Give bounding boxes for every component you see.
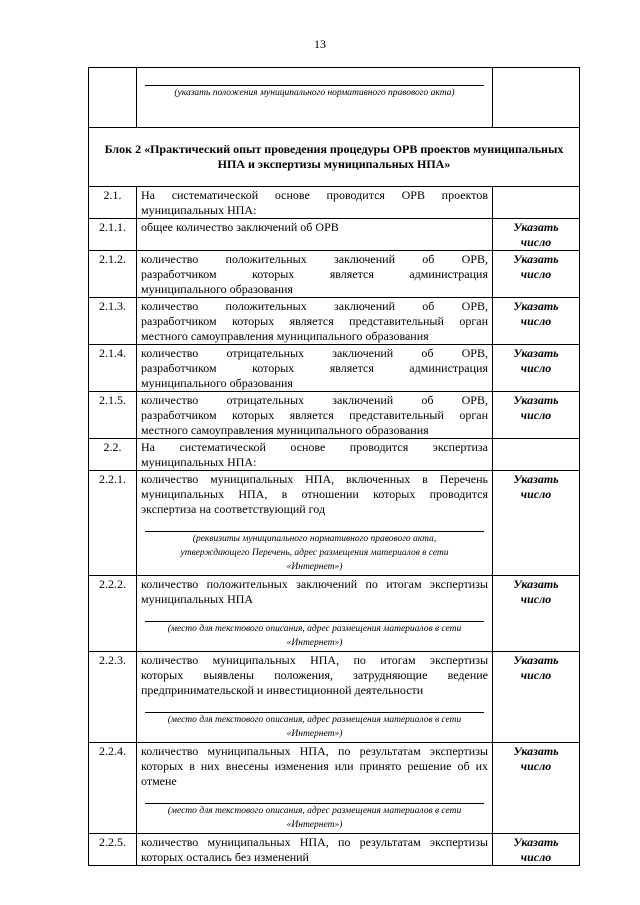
description-line: разработчиком которых является представительный орган bbox=[141, 314, 488, 328]
answer-hint: Указать число bbox=[493, 834, 580, 866]
answer-hint: Указать число bbox=[493, 219, 580, 251]
item-description bbox=[137, 439, 493, 471]
item-description bbox=[137, 345, 493, 392]
caption-line: утверждающего Перечень, адрес размещения материалов в сети bbox=[180, 548, 449, 558]
description-line: количество отрицательных заключений об ОРВ, bbox=[141, 393, 488, 407]
item-number: 2.2.3. bbox=[89, 652, 137, 743]
item-description bbox=[137, 219, 493, 251]
item-description bbox=[137, 251, 493, 298]
description-line: которых выявлены положения, затрудняющие ведение bbox=[141, 668, 488, 682]
item-number: 2.1.2. bbox=[89, 251, 137, 298]
description-line: общее количество заключений об ОРВ bbox=[141, 220, 339, 234]
top-continuation-row bbox=[89, 68, 580, 128]
table-row bbox=[89, 471, 580, 576]
number-cell bbox=[89, 68, 137, 128]
description-line: муниципального образования bbox=[141, 282, 293, 296]
answer-hint bbox=[493, 439, 580, 471]
answer-hint: Указать число bbox=[493, 251, 580, 298]
caption bbox=[141, 804, 488, 832]
description-line: разработчиком которых является представительный орган bbox=[141, 408, 488, 422]
item-description bbox=[137, 298, 493, 345]
answer-hint: Указать число bbox=[493, 576, 580, 652]
item-number: 2.2. bbox=[89, 439, 137, 471]
table-row bbox=[89, 834, 580, 866]
table-row bbox=[89, 652, 580, 743]
caption bbox=[141, 713, 488, 741]
block-2-header-row bbox=[89, 128, 580, 187]
description-line: разработчиком которых является администрация bbox=[141, 267, 488, 281]
caption-line: (место для текстового описания, адрес размещения материалов в сети bbox=[167, 806, 462, 816]
caption-line: «Интернет») bbox=[286, 562, 343, 572]
description-line: предпринимательской и инвестиционной деятельности bbox=[141, 683, 424, 697]
caption-line: «Интернет») bbox=[286, 729, 343, 739]
description-line: местного самоуправления муниципального образования bbox=[141, 329, 429, 343]
description-line: которых в них внесены изменения или принято решение об их bbox=[141, 759, 488, 773]
item-description bbox=[137, 576, 493, 652]
item-number: 2.2.1. bbox=[89, 471, 137, 576]
item-description bbox=[137, 187, 493, 219]
caption bbox=[141, 532, 488, 574]
item-number: 2.2.2. bbox=[89, 576, 137, 652]
description-line: муниципальных НПА bbox=[141, 592, 254, 606]
answer-hint: Указать число bbox=[493, 345, 580, 392]
answer-hint bbox=[493, 187, 580, 219]
item-number: 2.1.4. bbox=[89, 345, 137, 392]
block-2-title bbox=[89, 128, 580, 187]
description-line: отмене bbox=[141, 774, 177, 788]
description-line: муниципального образования bbox=[141, 376, 293, 390]
description-line: разработчиком которых является администрация bbox=[141, 361, 488, 375]
answer-hint: Указать число bbox=[493, 392, 580, 439]
content-cell bbox=[137, 68, 493, 128]
item-number: 2.1.1. bbox=[89, 219, 137, 251]
item-number: 2.1.3. bbox=[89, 298, 137, 345]
item-number: 2.1.5. bbox=[89, 392, 137, 439]
table-row bbox=[89, 187, 580, 219]
answer-hint: Указать число bbox=[493, 298, 580, 345]
description-line: На систематической основе проводится экспертиза bbox=[141, 440, 488, 454]
description-line: На систематической основе проводится ОРВ проектов bbox=[141, 188, 488, 202]
item-description bbox=[137, 743, 493, 834]
answer-hint: Указать число bbox=[493, 471, 580, 576]
description-line: которых остались без изменений bbox=[141, 850, 309, 864]
description-line: количество положительных заключений об ОРВ, bbox=[141, 299, 488, 313]
table-row bbox=[89, 298, 580, 345]
description-line: количество муниципальных НПА, по итогам экспертизы bbox=[141, 653, 488, 667]
block-2-title-line1: Блок 2 «Практический опыт проведения процедуры ОРВ проектов муниципальных bbox=[104, 142, 564, 156]
caption-line: (место для текстового описания, адрес размещения материалов в сети bbox=[167, 715, 462, 725]
description-line: экспертиза на соответствующий год bbox=[141, 502, 326, 516]
item-description bbox=[137, 471, 493, 576]
caption-line: (место для текстового описания, адрес размещения материалов в сети bbox=[167, 624, 462, 634]
caption bbox=[141, 622, 488, 650]
item-number: 2.2.4. bbox=[89, 743, 137, 834]
item-number: 2.1. bbox=[89, 187, 137, 219]
answer-hint: Указать число bbox=[493, 743, 580, 834]
block-2-title-line2: НПА и экспертизы муниципальных НПА» bbox=[217, 157, 451, 171]
description-line: муниципальных НПА: bbox=[141, 455, 257, 469]
table-row bbox=[89, 743, 580, 834]
description-line: количество муниципальных НПА, включенных в Перечень bbox=[141, 472, 488, 486]
item-description bbox=[137, 392, 493, 439]
questionnaire-table bbox=[88, 67, 580, 866]
answer-hint: Указать число bbox=[493, 652, 580, 743]
item-description bbox=[137, 652, 493, 743]
caption: (указать положения муниципального нормативного правового акта) bbox=[174, 88, 455, 98]
description-line: муниципальных НПА: bbox=[141, 203, 257, 217]
description-line: местного самоуправления муниципального образования bbox=[141, 423, 429, 437]
table-row bbox=[89, 576, 580, 652]
table-row bbox=[89, 219, 580, 251]
caption-line: «Интернет») bbox=[286, 820, 343, 830]
description-line: количество муниципальных НПА, по результатам экспертизы bbox=[141, 835, 488, 849]
caption-line: (реквизиты муниципального нормативного правового акта, bbox=[192, 534, 437, 544]
description-line: количество отрицательных заключений об ОРВ, bbox=[141, 346, 488, 360]
item-number: 2.2.5. bbox=[89, 834, 137, 866]
answer-cell bbox=[493, 68, 580, 128]
table-row bbox=[89, 392, 580, 439]
table-row bbox=[89, 251, 580, 298]
table-row bbox=[89, 439, 580, 471]
description-line: количество муниципальных НПА, по результатам экспертизы bbox=[141, 744, 488, 758]
item-description bbox=[137, 834, 493, 866]
caption-line: «Интернет») bbox=[286, 638, 343, 648]
description-line: количество положительных заключений об ОРВ, bbox=[141, 252, 488, 266]
description-line: муниципальных НПА, в отношении которых проводится bbox=[141, 487, 488, 501]
page-number: 13 bbox=[314, 37, 326, 51]
table-row bbox=[89, 345, 580, 392]
description-line: количество положительных заключений по итогам экспертизы bbox=[141, 577, 488, 591]
